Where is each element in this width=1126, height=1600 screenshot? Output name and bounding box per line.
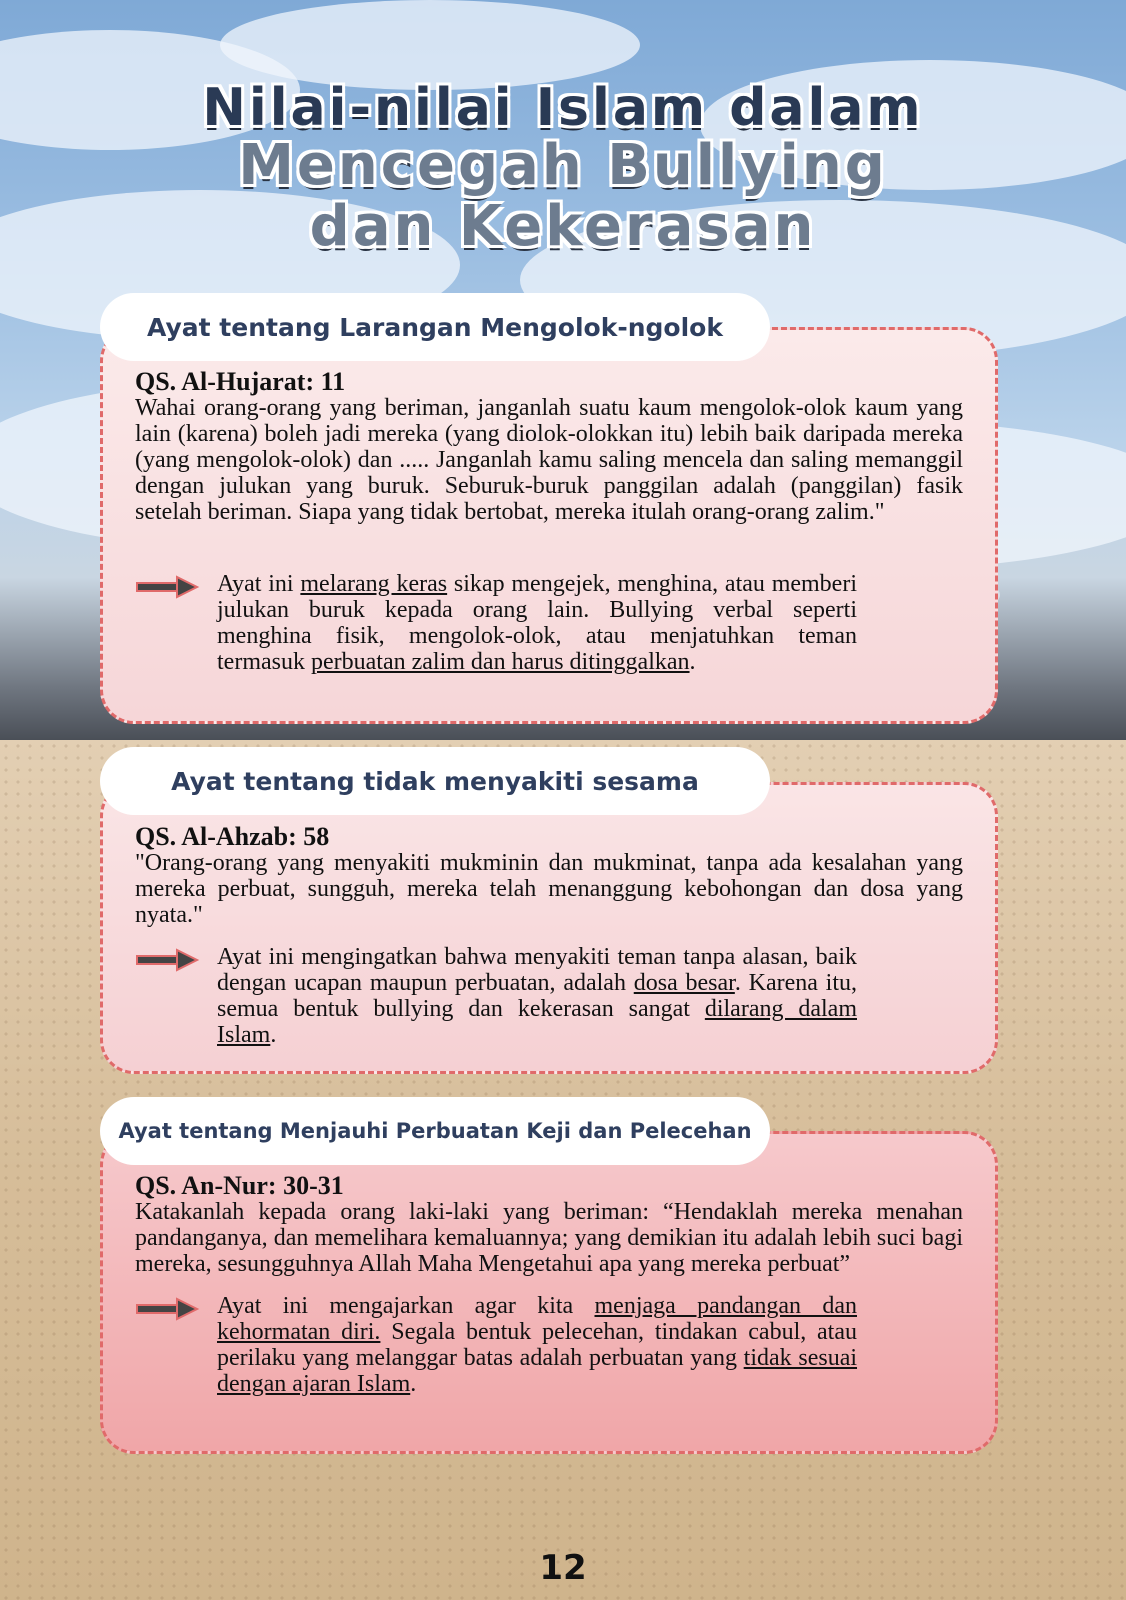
explanation-text: Ayat ini melarang keras sikap mengejek, menghina, atau memberi julukan buruk kepada orang lain. Bullying verbal seperti menghina fisik, mengolok-olok, atau menjatuhkan teman termasuk perbuatan zalim dan harus ditinggalkan. bbox=[217, 571, 857, 675]
emphasis-text: menjaga pandangan dan kehormatan diri. bbox=[217, 1293, 857, 1345]
section-heading-pill: Ayat tentang Menjauhi Perbuatan Keji dan Pelecehan bbox=[100, 1097, 770, 1165]
verse-text: Katakanlah kepada orang laki-laki yang beriman: “Hendaklah mereka menahan pandanganya, dan memelihara kemaluannya; yang demikian itu adalah lebih suci bagi mereka, sesungguhnya Allah Maha Mengetahui apa yang mereka perbuat” bbox=[135, 1199, 963, 1277]
verse-text: "Orang-orang yang menyakiti mukminin dan mukminat, tanpa ada kesalahan yang mereka perbuat, sungguh, mereka telah menanggung kebohongan dan dosa yang nyata." bbox=[135, 850, 963, 928]
explanation-row bbox=[135, 571, 963, 675]
emphasis-text: perbuatan zalim dan harus ditinggalkan bbox=[310, 649, 690, 675]
section-heading-pill: Ayat tentang Larangan Mengolok-ngolok bbox=[100, 293, 770, 361]
explanation-row bbox=[135, 1293, 963, 1397]
emphasis-text: dosa besar bbox=[633, 970, 735, 996]
title-line-3: dan Kekerasan bbox=[309, 193, 817, 259]
right-arrow-icon bbox=[135, 944, 201, 972]
emphasis-text: dilarang dalam Islam bbox=[217, 996, 857, 1048]
verse-text: Wahai orang-orang yang beriman, janganlah suatu kaum mengolok-olok kaum yang lain (karena) boleh jadi mereka (yang diolok-olokkan itu) lebih baik daripada mereka (yang mengolok-olok) dan ..... Janganlah kamu saling mencela dan saling memanggil dengan julukan yang buruk. Seburuk-buruk panggilan adalah (panggilan) fasik setelah beriman. Siapa yang tidak bertobat, mereka itulah orang-orang zalim." bbox=[135, 395, 963, 525]
verse-reference: QS. Al-Ahzab: 58 bbox=[135, 822, 330, 851]
section-card-ahzab bbox=[100, 782, 998, 1074]
section-card-annur bbox=[100, 1131, 998, 1454]
explanation-row bbox=[135, 944, 963, 1048]
section-card-hujarat bbox=[100, 327, 998, 724]
verse-reference: QS. Al-Hujarat: 11 bbox=[135, 367, 346, 396]
title-line-2: Mencegah Bullying bbox=[238, 133, 888, 199]
title-line-1: Nilai-nilai Islam dalam bbox=[202, 78, 924, 138]
page-number: 12 bbox=[539, 1548, 587, 1588]
section-heading-pill: Ayat tentang tidak menyakiti sesama bbox=[100, 747, 770, 815]
right-arrow-icon bbox=[135, 571, 201, 599]
page-title bbox=[0, 80, 1126, 257]
right-arrow-icon bbox=[135, 1293, 201, 1321]
explanation-text: Ayat ini mengingatkan bahwa menyakiti teman tanpa alasan, baik dengan ucapan maupun perbuatan, adalah dosa besar. Karena itu, semua bentuk bullying dan kekerasan sangat dilarang dalam Islam. bbox=[217, 944, 858, 1048]
explanation-text: Ayat ini mengajarkan agar kita menjaga pandangan dan kehormatan diri. Segala bentuk pelecehan, tindakan cabul, atau perilaku yang melanggar batas adalah perbuatan yang tidak sesuai dengan ajaran Islam. bbox=[217, 1293, 858, 1397]
emphasis-text: melarang keras bbox=[300, 571, 448, 597]
verse-reference: QS. An-Nur: 30-31 bbox=[135, 1171, 344, 1200]
emphasis-text: tidak sesuai dengan ajaran Islam bbox=[217, 1345, 858, 1397]
